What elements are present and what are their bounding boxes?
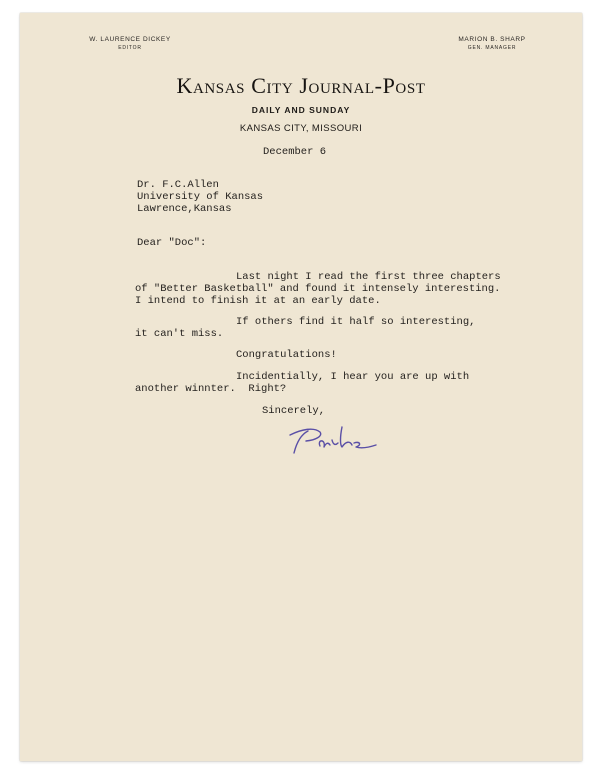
paragraph3: Congratulations! bbox=[236, 349, 337, 361]
paragraph2-line2: it can't miss. bbox=[135, 328, 224, 340]
signature-stroke bbox=[290, 427, 376, 453]
recipient-name: Dr. F.C.Allen bbox=[137, 179, 219, 191]
paragraph1-line2: of "Better Basketball" and found it intensely interesting. bbox=[135, 283, 501, 295]
manager-block bbox=[432, 36, 552, 52]
editor-name: W. LAURENCE DICKEY bbox=[89, 36, 171, 43]
editor-role: EDITOR bbox=[118, 45, 142, 51]
manager-name: MARION B. SHARP bbox=[458, 36, 526, 43]
subhead: DAILY AND SUNDAY bbox=[251, 105, 351, 115]
closing: Sincerely, bbox=[262, 405, 326, 417]
recipient-institution: University of Kansas bbox=[137, 191, 264, 203]
paragraph2-line1: If others find it half so interesting, bbox=[236, 316, 476, 328]
letter-date: December 6 bbox=[263, 146, 327, 158]
paragraph4-line2: another winnter. Right? bbox=[135, 383, 287, 395]
letter-sheet bbox=[20, 13, 582, 761]
manager-role: GEN. MANAGER bbox=[467, 45, 517, 51]
paragraph1-line1: Last night I read the first three chapters bbox=[236, 271, 501, 283]
salutation: Dear "Doc": bbox=[137, 237, 207, 249]
paragraph1-line3: I intend to finish it at an early date. bbox=[135, 295, 381, 307]
city-line: KANSAS CITY, MISSOURI bbox=[239, 123, 363, 134]
masthead: Kansas City Journal-Post bbox=[176, 73, 426, 98]
paragraph4-line1: Incidentially, I hear you are up with bbox=[236, 371, 470, 383]
signature bbox=[280, 423, 380, 463]
recipient-location: Lawrence,Kansas bbox=[137, 203, 232, 215]
editor-block bbox=[60, 36, 200, 52]
